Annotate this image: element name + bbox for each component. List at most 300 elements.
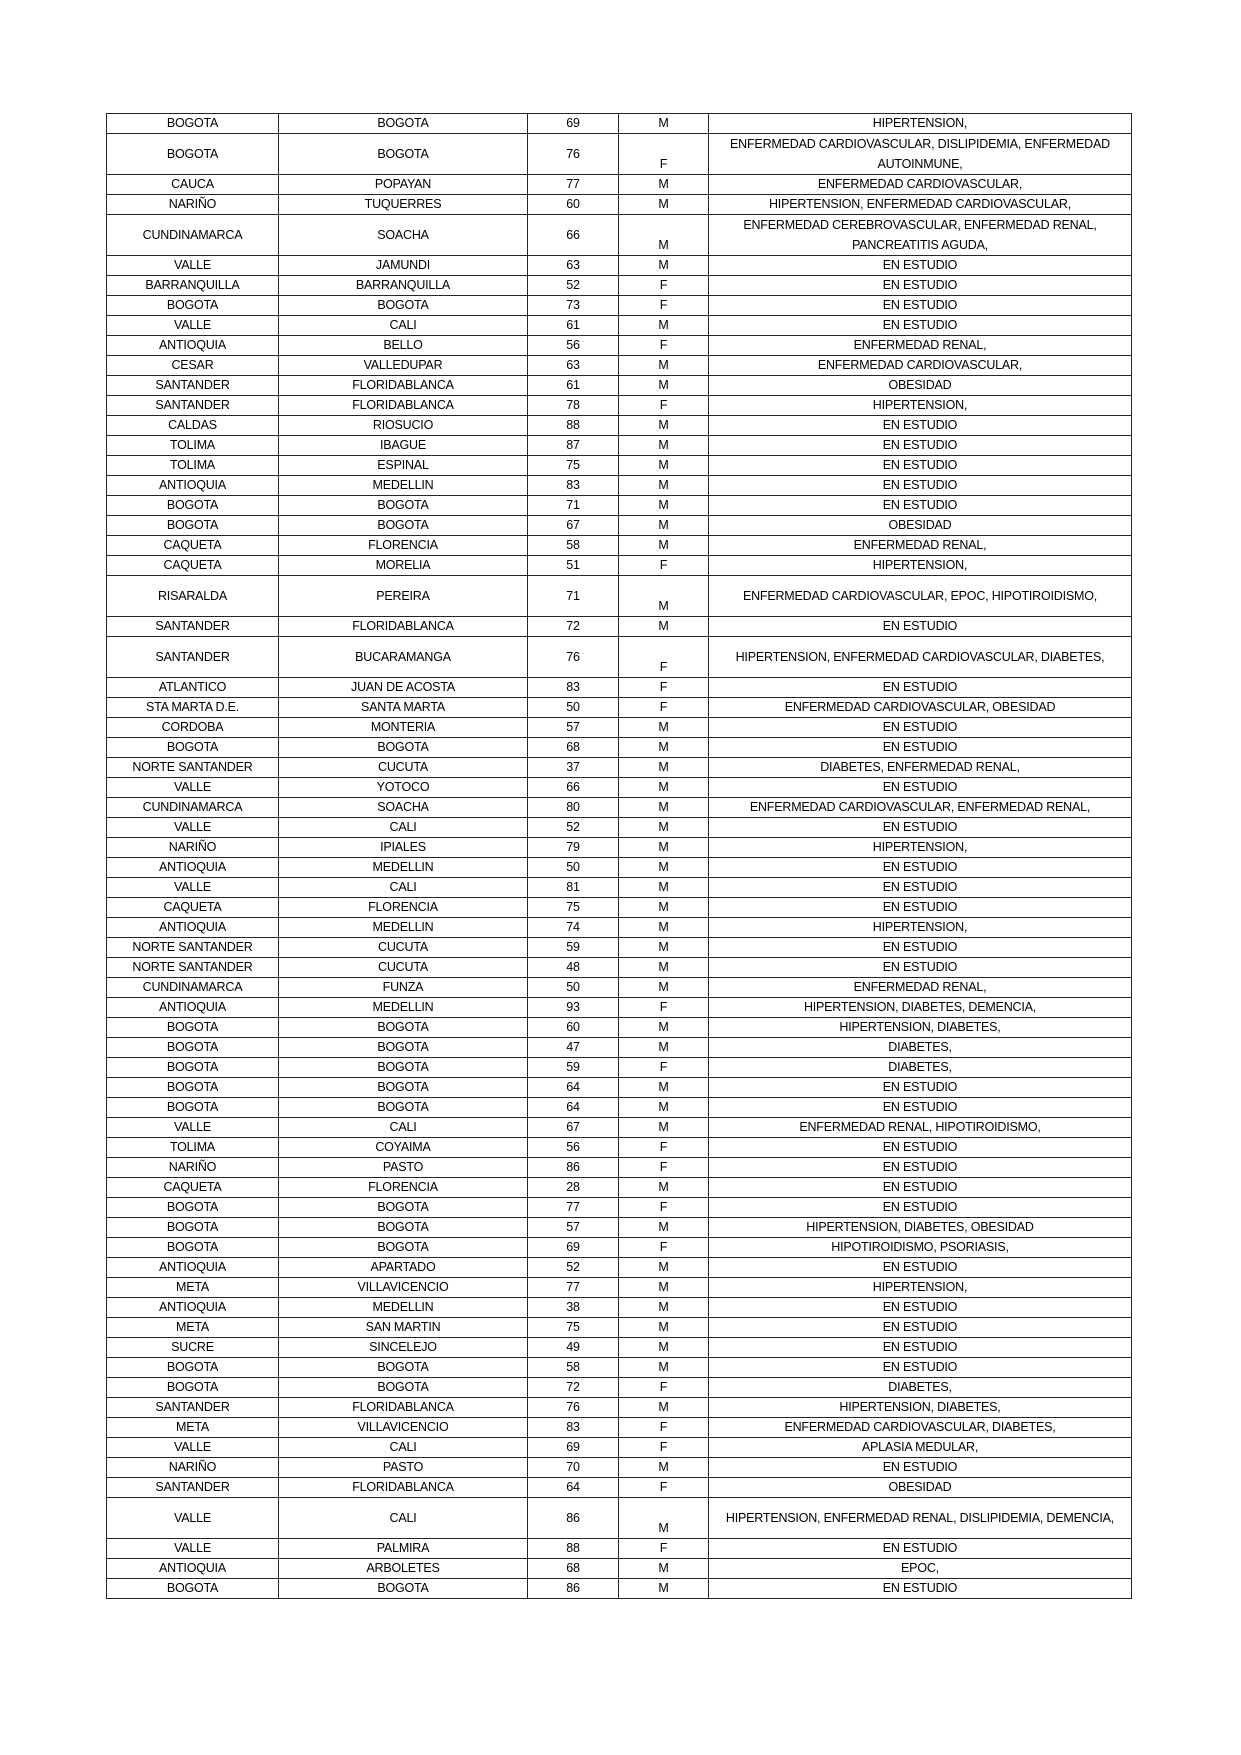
age-cell: 67 [528,516,619,536]
city-cell: FLORENCIA [279,898,528,918]
conditions-cell: EPOC, [709,1559,1132,1579]
conditions-cell: EN ESTUDIO [709,898,1132,918]
conditions-cell: EN ESTUDIO [709,1138,1132,1158]
department-cell: VALLE [107,778,279,798]
table-row [107,1098,1132,1118]
conditions-cell: OBESIDAD [709,376,1132,396]
age-cell: 93 [528,998,619,1018]
age-cell: 79 [528,838,619,858]
cases-table-body [107,114,1132,1599]
city-cell: MEDELLIN [279,858,528,878]
department-cell: BOGOTA [107,1238,279,1258]
age-cell: 52 [528,818,619,838]
conditions-cell: ENFERMEDAD CARDIOVASCULAR, ENFERMEDAD RENAL, [709,798,1132,818]
department-cell: ATLANTICO [107,678,279,698]
conditions-cell: ENFERMEDAD RENAL, HIPOTIROIDISMO, [709,1118,1132,1138]
age-cell: 50 [528,978,619,998]
sex-cell: M [619,1398,709,1418]
department-cell: VALLE [107,878,279,898]
department-cell: ANTIOQUIA [107,918,279,938]
city-cell: BOGOTA [279,1098,528,1118]
conditions-cell: DIABETES, [709,1378,1132,1398]
sex-cell: F [619,1378,709,1398]
city-cell: MEDELLIN [279,998,528,1018]
age-cell: 28 [528,1178,619,1198]
conditions-cell: ENFERMEDAD CARDIOVASCULAR, OBESIDAD [709,698,1132,718]
cases-table [106,113,1132,1599]
table-row [107,1278,1132,1298]
city-cell: FUNZA [279,978,528,998]
city-cell: FLORENCIA [279,1178,528,1198]
conditions-cell: HIPERTENSION, [709,556,1132,576]
sex-cell: F [619,1198,709,1218]
sex-cell: M [619,938,709,958]
department-cell: BOGOTA [107,1038,279,1058]
age-cell: 77 [528,175,619,195]
city-cell: FLORIDABLANCA [279,617,528,637]
city-cell: MORELIA [279,556,528,576]
conditions-cell: ENFERMEDAD CEREBROVASCULAR, ENFERMEDAD RENAL, PANCREATITIS AGUDA, [709,215,1132,256]
department-cell: TOLIMA [107,1138,279,1158]
sex-cell: F [619,1438,709,1458]
city-cell: JAMUNDI [279,256,528,276]
sex-cell: M [619,798,709,818]
table-row [107,738,1132,758]
conditions-cell: EN ESTUDIO [709,858,1132,878]
conditions-cell: EN ESTUDIO [709,1198,1132,1218]
conditions-cell: EN ESTUDIO [709,1298,1132,1318]
age-cell: 66 [528,778,619,798]
city-cell: VILLAVICENCIO [279,1278,528,1298]
sex-cell: F [619,1158,709,1178]
sex-cell: M [619,356,709,376]
sex-cell: M [619,516,709,536]
table-row [107,134,1132,175]
department-cell: NORTE SANTANDER [107,938,279,958]
city-cell: POPAYAN [279,175,528,195]
table-row [107,1498,1132,1539]
sex-cell: M [619,215,709,256]
conditions-cell: DIABETES, [709,1058,1132,1078]
age-cell: 63 [528,356,619,376]
conditions-cell: EN ESTUDIO [709,738,1132,758]
city-cell: SINCELEJO [279,1338,528,1358]
conditions-cell: EN ESTUDIO [709,256,1132,276]
city-cell: BELLO [279,336,528,356]
table-row [107,1579,1132,1599]
sex-cell: M [619,1579,709,1599]
city-cell: BOGOTA [279,134,528,175]
table-row [107,1298,1132,1318]
city-cell: CALI [279,316,528,336]
table-row [107,1559,1132,1579]
age-cell: 80 [528,798,619,818]
city-cell: BOGOTA [279,738,528,758]
department-cell: ANTIOQUIA [107,1559,279,1579]
age-cell: 63 [528,256,619,276]
age-cell: 50 [528,698,619,718]
department-cell: CUNDINAMARCA [107,798,279,818]
department-cell: NARIÑO [107,1458,279,1478]
city-cell: IPIALES [279,838,528,858]
table-row [107,1078,1132,1098]
department-cell: RISARALDA [107,576,279,617]
sex-cell: F [619,998,709,1018]
conditions-cell: DIABETES, [709,1038,1132,1058]
conditions-cell: HIPERTENSION, [709,1278,1132,1298]
sex-cell: M [619,436,709,456]
department-cell: BOGOTA [107,1218,279,1238]
sex-cell: M [619,456,709,476]
table-row [107,175,1132,195]
city-cell: BOGOTA [279,1218,528,1238]
table-row [107,1398,1132,1418]
sex-cell: M [619,1018,709,1038]
city-cell: SOACHA [279,798,528,818]
conditions-cell: EN ESTUDIO [709,718,1132,738]
conditions-cell: ENFERMEDAD CARDIOVASCULAR, DISLIPIDEMIA, ENFERMEDAD AUTOINMUNE, [709,134,1132,175]
age-cell: 71 [528,496,619,516]
department-cell: ANTIOQUIA [107,858,279,878]
table-row [107,1378,1132,1398]
city-cell: FLORENCIA [279,536,528,556]
city-cell: MEDELLIN [279,1298,528,1318]
conditions-cell: ENFERMEDAD RENAL, [709,536,1132,556]
age-cell: 86 [528,1498,619,1539]
conditions-cell: HIPERTENSION, DIABETES, [709,1398,1132,1418]
age-cell: 57 [528,718,619,738]
department-cell: CAUCA [107,175,279,195]
city-cell: BOGOTA [279,1038,528,1058]
conditions-cell: HIPERTENSION, DIABETES, OBESIDAD [709,1218,1132,1238]
city-cell: BOGOTA [279,1078,528,1098]
table-row [107,637,1132,678]
sex-cell: M [619,175,709,195]
conditions-cell: EN ESTUDIO [709,1358,1132,1378]
department-cell: BOGOTA [107,1579,279,1599]
city-cell: MEDELLIN [279,918,528,938]
table-row [107,1418,1132,1438]
city-cell: FLORIDABLANCA [279,1398,528,1418]
department-cell: SANTANDER [107,617,279,637]
conditions-cell: ENFERMEDAD CARDIOVASCULAR, DIABETES, [709,1418,1132,1438]
conditions-cell: EN ESTUDIO [709,1458,1132,1478]
table-row [107,617,1132,637]
department-cell: VALLE [107,1118,279,1138]
city-cell: BOGOTA [279,1579,528,1599]
city-cell: BOGOTA [279,114,528,134]
department-cell: VALLE [107,1539,279,1559]
table-row [107,1539,1132,1559]
sex-cell: M [619,1278,709,1298]
age-cell: 83 [528,678,619,698]
conditions-cell: EN ESTUDIO [709,1338,1132,1358]
conditions-cell: HIPERTENSION, ENFERMEDAD RENAL, DISLIPIDEMIA, DEMENCIA, [709,1498,1132,1539]
city-cell: BOGOTA [279,1018,528,1038]
city-cell: CUCUTA [279,938,528,958]
table-row [107,998,1132,1018]
conditions-cell: APLASIA MEDULAR, [709,1438,1132,1458]
department-cell: CUNDINAMARCA [107,215,279,256]
age-cell: 70 [528,1458,619,1478]
table-row [107,516,1132,536]
table-row [107,818,1132,838]
age-cell: 66 [528,215,619,256]
age-cell: 58 [528,536,619,556]
conditions-cell: EN ESTUDIO [709,617,1132,637]
department-cell: VALLE [107,256,279,276]
city-cell: CALI [279,1118,528,1138]
department-cell: SANTANDER [107,396,279,416]
age-cell: 68 [528,738,619,758]
sex-cell: M [619,496,709,516]
table-row [107,556,1132,576]
age-cell: 75 [528,1318,619,1338]
age-cell: 67 [528,1118,619,1138]
age-cell: 77 [528,1198,619,1218]
sex-cell: M [619,416,709,436]
age-cell: 50 [528,858,619,878]
city-cell: CUCUTA [279,958,528,978]
age-cell: 86 [528,1579,619,1599]
table-row [107,798,1132,818]
sex-cell: M [619,738,709,758]
age-cell: 52 [528,276,619,296]
table-row [107,838,1132,858]
city-cell: MONTERIA [279,718,528,738]
city-cell: SAN MARTIN [279,1318,528,1338]
city-cell: BOGOTA [279,1198,528,1218]
department-cell: ANTIOQUIA [107,476,279,496]
table-row [107,1438,1132,1458]
conditions-cell: DIABETES, ENFERMEDAD RENAL, [709,758,1132,778]
department-cell: BOGOTA [107,1018,279,1038]
city-cell: BUCARAMANGA [279,637,528,678]
sex-cell: M [619,536,709,556]
city-cell: PASTO [279,1458,528,1478]
department-cell: ANTIOQUIA [107,1298,279,1318]
table-row [107,476,1132,496]
conditions-cell: ENFERMEDAD CARDIOVASCULAR, EPOC, HIPOTIROIDISMO, [709,576,1132,617]
age-cell: 64 [528,1098,619,1118]
city-cell: CALI [279,1498,528,1539]
city-cell: BOGOTA [279,1378,528,1398]
age-cell: 76 [528,637,619,678]
conditions-cell: EN ESTUDIO [709,1178,1132,1198]
conditions-cell: EN ESTUDIO [709,1078,1132,1098]
conditions-cell: HIPERTENSION, [709,918,1132,938]
conditions-cell: EN ESTUDIO [709,958,1132,978]
sex-cell: M [619,376,709,396]
age-cell: 75 [528,898,619,918]
conditions-cell: EN ESTUDIO [709,1318,1132,1338]
table-row [107,416,1132,436]
sex-cell: M [619,1078,709,1098]
age-cell: 60 [528,195,619,215]
conditions-cell: EN ESTUDIO [709,416,1132,436]
sex-cell: F [619,276,709,296]
age-cell: 38 [528,1298,619,1318]
city-cell: BOGOTA [279,516,528,536]
age-cell: 71 [528,576,619,617]
city-cell: CUCUTA [279,758,528,778]
department-cell: META [107,1318,279,1338]
department-cell: NORTE SANTANDER [107,758,279,778]
sex-cell: M [619,1338,709,1358]
city-cell: VILLAVICENCIO [279,1418,528,1438]
city-cell: CALI [279,878,528,898]
department-cell: SUCRE [107,1338,279,1358]
department-cell: META [107,1278,279,1298]
department-cell: STA MARTA D.E. [107,698,279,718]
table-row [107,698,1132,718]
department-cell: VALLE [107,1438,279,1458]
sex-cell: M [619,978,709,998]
sex-cell: M [619,1358,709,1378]
sex-cell: M [619,778,709,798]
department-cell: SANTANDER [107,1398,279,1418]
age-cell: 68 [528,1559,619,1579]
department-cell: SANTANDER [107,376,279,396]
table-row [107,1218,1132,1238]
age-cell: 88 [528,416,619,436]
table-row [107,1158,1132,1178]
table-row [107,1358,1132,1378]
conditions-cell: EN ESTUDIO [709,496,1132,516]
department-cell: CALDAS [107,416,279,436]
sex-cell: M [619,1038,709,1058]
conditions-cell: OBESIDAD [709,1478,1132,1498]
age-cell: 52 [528,1258,619,1278]
table-row [107,576,1132,617]
age-cell: 48 [528,958,619,978]
sex-cell: F [619,296,709,316]
department-cell: BARRANQUILLA [107,276,279,296]
sex-cell: M [619,1178,709,1198]
conditions-cell: EN ESTUDIO [709,1258,1132,1278]
sex-cell: M [619,898,709,918]
city-cell: PASTO [279,1158,528,1178]
department-cell: CAQUETA [107,536,279,556]
table-row [107,678,1132,698]
city-cell: TUQUERRES [279,195,528,215]
table-row [107,1018,1132,1038]
table-row [107,256,1132,276]
sex-cell: M [619,1118,709,1138]
table-row [107,376,1132,396]
age-cell: 58 [528,1358,619,1378]
age-cell: 56 [528,1138,619,1158]
table-row [107,898,1132,918]
department-cell: TOLIMA [107,436,279,456]
department-cell: NORTE SANTANDER [107,958,279,978]
table-row [107,758,1132,778]
sex-cell: M [619,617,709,637]
conditions-cell: EN ESTUDIO [709,778,1132,798]
table-row [107,1478,1132,1498]
age-cell: 47 [528,1038,619,1058]
city-cell: APARTADO [279,1258,528,1278]
department-cell: BOGOTA [107,1198,279,1218]
city-cell: VALLEDUPAR [279,356,528,376]
city-cell: IBAGUE [279,436,528,456]
table-row [107,958,1132,978]
city-cell: BOGOTA [279,1358,528,1378]
department-cell: NARIÑO [107,838,279,858]
sex-cell: F [619,1058,709,1078]
sex-cell: F [619,1238,709,1258]
conditions-cell: ENFERMEDAD RENAL, [709,978,1132,998]
table-row [107,858,1132,878]
sex-cell: M [619,1559,709,1579]
age-cell: 88 [528,1539,619,1559]
conditions-cell: HIPERTENSION, DIABETES, [709,1018,1132,1038]
table-row [107,316,1132,336]
sex-cell: M [619,718,709,738]
sex-cell: M [619,838,709,858]
department-cell: NARIÑO [107,1158,279,1178]
sex-cell: F [619,1418,709,1438]
department-cell: ANTIOQUIA [107,336,279,356]
age-cell: 59 [528,938,619,958]
department-cell: VALLE [107,1498,279,1539]
table-row [107,1058,1132,1078]
department-cell: ANTIOQUIA [107,1258,279,1278]
department-cell: CAQUETA [107,556,279,576]
age-cell: 86 [528,1158,619,1178]
sex-cell: M [619,1298,709,1318]
age-cell: 78 [528,396,619,416]
city-cell: CALI [279,1438,528,1458]
conditions-cell: ENFERMEDAD RENAL, [709,336,1132,356]
city-cell: FLORIDABLANCA [279,396,528,416]
city-cell: RIOSUCIO [279,416,528,436]
conditions-cell: HIPOTIROIDISMO, PSORIASIS, [709,1238,1132,1258]
sex-cell: M [619,256,709,276]
table-row [107,1458,1132,1478]
city-cell: BOGOTA [279,1058,528,1078]
conditions-cell: HIPERTENSION, [709,114,1132,134]
age-cell: 57 [528,1218,619,1238]
department-cell: BOGOTA [107,1378,279,1398]
department-cell: CAQUETA [107,1178,279,1198]
conditions-cell: HIPERTENSION, [709,396,1132,416]
department-cell: BOGOTA [107,134,279,175]
department-cell: NARIÑO [107,195,279,215]
sex-cell: M [619,878,709,898]
city-cell: CALI [279,818,528,838]
conditions-cell: EN ESTUDIO [709,296,1132,316]
department-cell: BOGOTA [107,1098,279,1118]
table-row [107,496,1132,516]
conditions-cell: HIPERTENSION, ENFERMEDAD CARDIOVASCULAR, DIABETES, [709,637,1132,678]
table-row [107,1318,1132,1338]
department-cell: BOGOTA [107,496,279,516]
age-cell: 56 [528,336,619,356]
sex-cell: F [619,134,709,175]
age-cell: 69 [528,1238,619,1258]
sex-cell: M [619,1218,709,1238]
table-row [107,718,1132,738]
sex-cell: M [619,576,709,617]
department-cell: BOGOTA [107,1358,279,1378]
city-cell: ESPINAL [279,456,528,476]
conditions-cell: EN ESTUDIO [709,678,1132,698]
conditions-cell: HIPERTENSION, ENFERMEDAD CARDIOVASCULAR, [709,195,1132,215]
age-cell: 61 [528,376,619,396]
city-cell: BARRANQUILLA [279,276,528,296]
age-cell: 72 [528,617,619,637]
